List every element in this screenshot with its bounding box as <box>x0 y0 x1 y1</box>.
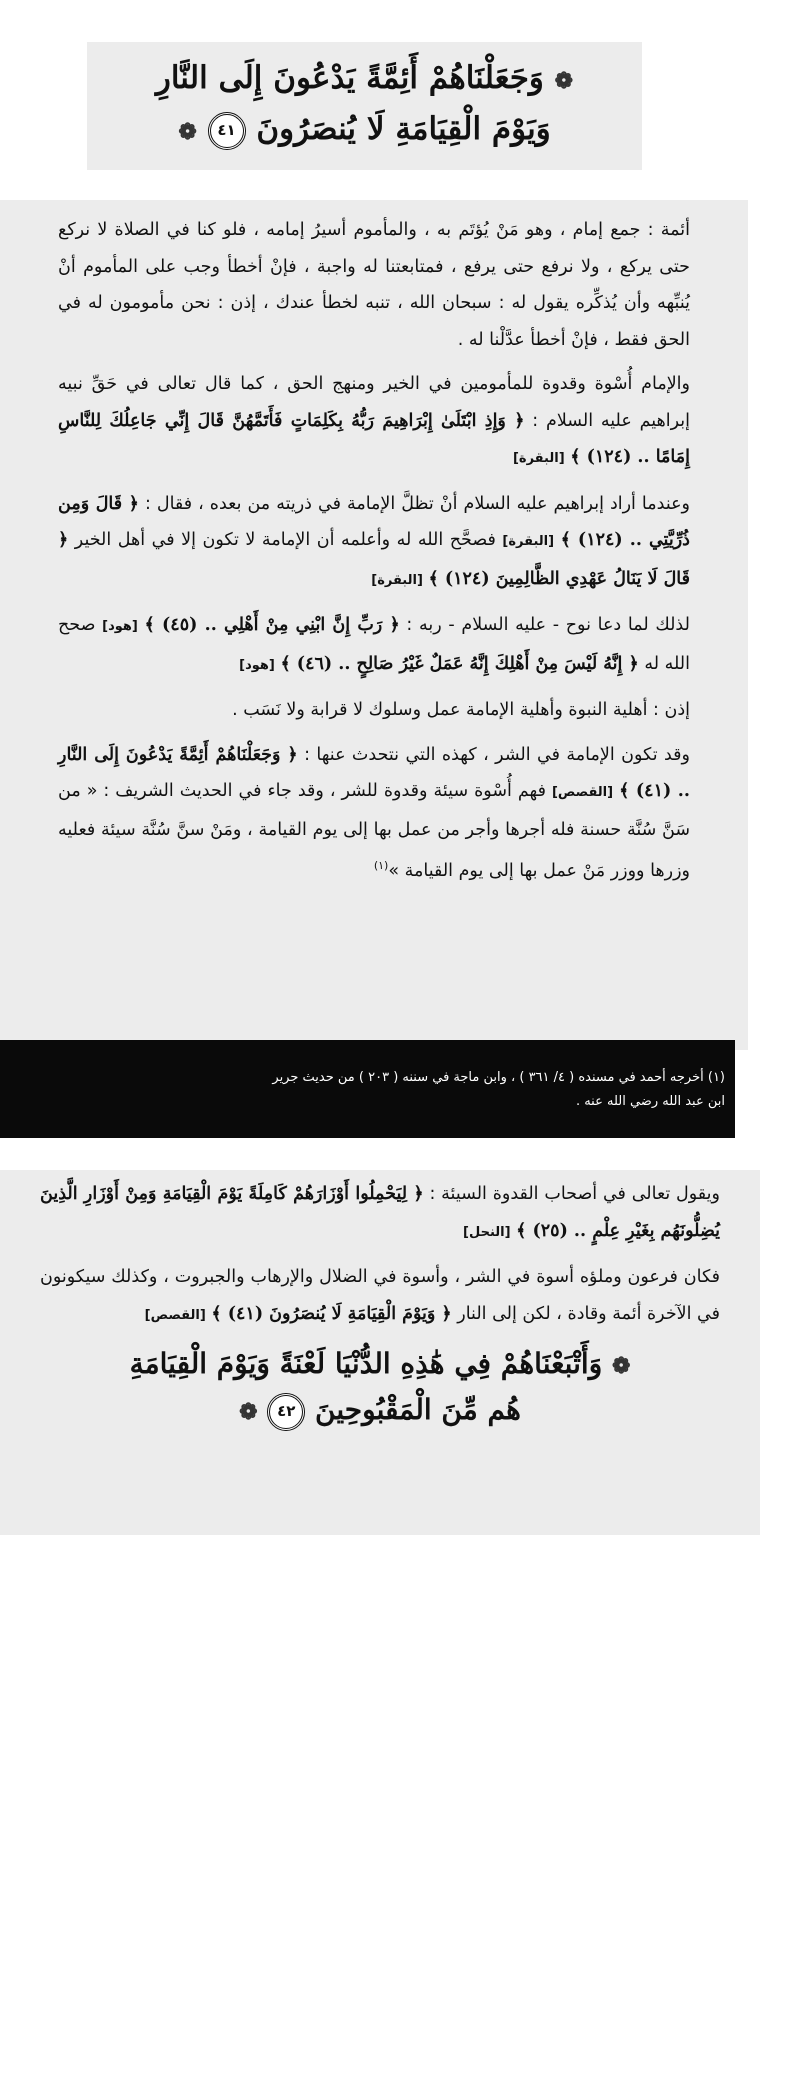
surah-reference: [النحل] <box>463 1224 511 1240</box>
quran-quote: ﴿ لِيَحْمِلُوا أَوْزَارَهُمْ كَامِلَةً يَوْمَ الْقِيَامَةِ وَمِنْ أَوْزَارِ الَّذِينَ يُضِلُّونَهُم بِغَيْرِ عِلْمٍ .. (٢٥) ﴾ <box>40 1184 720 1241</box>
closing-verse-line-2: هُم مِّنَ الْمَقْبُوحِينَ ٤٢ ❁ <box>40 1388 720 1434</box>
surah-reference: [القصص] <box>144 1307 206 1323</box>
ornament-icon: ❁ <box>611 1353 631 1379</box>
paragraph: أئمة : جمع إمام ، وهو مَنْ يُؤتَم به ، والمأموم أسيرُ إمامه ، فلو كنا في الصلاة لا نركع حتى يركع ، ولا نرفع حتى يرفع ، فمتابعتنا له واجبة ، فإنْ أخطأ وجب على المأموم أنْ يُنبِّهه وأن يُذكِّره يقول له : سبحان الله ، تنبه لخطأ عندك ، إذن : نحن مأمومون له في الحق فقط ، فإنْ أخطأ عدَّلْنا له . <box>58 220 690 350</box>
closing-verse <box>40 1342 720 1434</box>
paragraph: والإمام أُسْوة وقدوة للمأمومين في الخير ومنهج الحق ، كما قال تعالى في حَقِّ نبيه إبراهيم عليه السلام : ﴿ وَإِذِ ابْتَلَىٰ إِبْرَاهِيمَ رَبُّهُ بِكَلِمَاتٍ فَأَتَمَّهُنَّ قَالَ إِنِّي جَاعِلُكَ لِلنَّاسِ إِمَامًا .. (١٢٤) ﴾ [البقرة] <box>58 374 690 467</box>
commentary-page-1 <box>0 200 748 1050</box>
surah-reference: [البقرة] <box>371 572 423 588</box>
surah-reference: [البقرة] <box>512 451 565 466</box>
surah-reference: [البقرة] <box>502 534 555 549</box>
header-verse-line-2: وَيَوْمَ الْقِيَامَةِ لَا يُنصَرُونَ ٤١ ❁ <box>87 105 642 156</box>
footnote: (١) أخرجه أحمد في مسنده ( ٤/ ٣٦١ ) ، وابن ماجة في سننه ( ٢٠٣ ) من حديث جرير ابن عبد الله رضي الله عنه . <box>0 1040 735 1138</box>
commentary-text-2 <box>40 1170 720 1434</box>
surah-reference: [القصص] <box>551 785 614 800</box>
header-verse-panel <box>87 42 642 170</box>
quran-quote: ﴿ رَبِّ إِنَّ ابْنِي مِنْ أَهْلِي .. (٤٥) ﴾ <box>144 615 400 635</box>
quran-quote: ﴿ قَالَ وَمِن ذُرِّيَّتِي .. (١٢٤) ﴾ <box>58 493 690 550</box>
quran-quote: ﴿ وَيَوْمَ الْقِيَامَةِ لَا يُنصَرُونَ (٤١) ﴾ <box>211 1303 452 1324</box>
ornament-icon: ❁ <box>239 1399 258 1425</box>
header-verse-line-1: ❁ وَجَعَلْنَاهُمْ أَئِمَّةً يَدْعُونَ إِلَى النَّارِ <box>155 60 574 96</box>
paragraph: فكان فرعون وملؤه أسوة في الشر ، وأسوة في الضلال والإرهاب والجبروت ، وكذلك سيكونون في الآخرة أئمة وقادة ، لكن إلى النار ﴿ وَيَوْمَ الْقِيَامَةِ لَا يُنصَرُونَ (٤١) ﴾ [القصص] <box>40 1267 720 1324</box>
paragraph: ويقول تعالى في أصحاب القدوة السيئة : ﴿ لِيَحْمِلُوا أَوْزَارَهُمْ كَامِلَةً يَوْمَ الْقِيَامَةِ وَمِنْ أَوْزَارِ الَّذِينَ يُضِلُّونَهُم بِغَيْرِ عِلْمٍ .. (٢٥) ﴾ [النحل] <box>40 1184 720 1241</box>
verse-number-badge: ٤٢ <box>267 1393 305 1431</box>
footnote-marker: (١) <box>373 859 389 872</box>
header-verse <box>87 42 642 156</box>
quran-quote: ﴿ إِنَّهُ لَيْسَ مِنْ أَهْلِكَ إِنَّهُ عَمَلٌ غَيْرُ صَالِحٍ .. (٤٦) ﴾ <box>280 653 639 674</box>
surah-reference: [هود] <box>239 657 275 673</box>
ornament-icon: ❁ <box>554 68 574 94</box>
paragraph: لذلك لما دعا نوح - عليه السلام - ربه : ﴿ رَبِّ إِنَّ ابْنِي مِنْ أَهْلِي .. (٤٥) ﴾ [هود] صحح الله له ﴿ إِنَّهُ لَيْسَ مِنْ أَهْلِكَ إِنَّهُ عَمَلٌ غَيْرُ صَالِحٍ .. (٤٦) ﴾ [هود] <box>58 615 690 674</box>
verse-number-badge: ٤١ <box>208 112 246 150</box>
ornament-icon: ❁ <box>178 119 197 145</box>
quran-quote: ﴿ وَإِذِ ابْتَلَىٰ إِبْرَاهِيمَ رَبُّهُ بِكَلِمَاتٍ فَأَتَمَّهُنَّ قَالَ إِنِّي جَاعِلُكَ لِلنَّاسِ إِمَامًا .. (١٢٤) ﴾ <box>58 410 690 467</box>
commentary-text-1 <box>58 200 690 897</box>
paragraph: وقد تكون الإمامة في الشر ، كهذه التي نتحدث عنها : ﴿ وَجَعَلْنَاهُمْ أَئِمَّةً يَدْعُونَ إِلَى النَّارِ .. (٤١) ﴾ [القصص] فهم أُسْوة سيئة وقدوة للشر ، وقد جاء في الحديث الشريف : « من سَنَّ سُنَّة حسنة فله أجرها وأجر من عمل بها إلى يوم القيامة ، ومَنْ سنَّ سُنَّة سيئة فعليه وزرها ووزر مَنْ عمل بها إلى يوم القيامة »$^{(١)}$ <box>58 744 690 881</box>
commentary-page-2 <box>0 1170 760 1535</box>
paragraph: وعندما أراد إبراهيم عليه السلام أنْ تظلَّ الإمامة في ذريته من بعده ، فقال : ﴿ قَالَ وَمِن ذُرِّيَّتِي .. (١٢٤) ﴾ [البقرة] فصحَّح الله له وأعلمه أن الإمامة لا تكون إلا في أهل الخير ﴿ قَالَ لَا يَنَالُ عَهْدِي الظَّالِمِينَ (١٢٤) ﴾ [البقرة] <box>58 493 690 589</box>
quran-quote: ﴿ قَالَ لَا يَنَالُ عَهْدِي الظَّالِمِينَ (١٢٤) ﴾ <box>58 530 690 589</box>
paragraph: إذن : أهلية النبوة وأهلية الإمامة عمل وسلوك لا قرابة ولا نَسَب . <box>232 700 690 720</box>
quran-quote: ﴿ وَجَعَلْنَاهُمْ أَئِمَّةً يَدْعُونَ إِلَى النَّارِ .. (٤١) ﴾ <box>58 744 690 801</box>
surah-reference: [هود] <box>102 619 138 634</box>
closing-verse-line-1: ❁ وَأَتْبَعْنَاهُمْ فِي هَٰذِهِ الدُّنْيَا لَعْنَةً وَيَوْمَ الْقِيَامَةِ <box>129 1347 631 1380</box>
